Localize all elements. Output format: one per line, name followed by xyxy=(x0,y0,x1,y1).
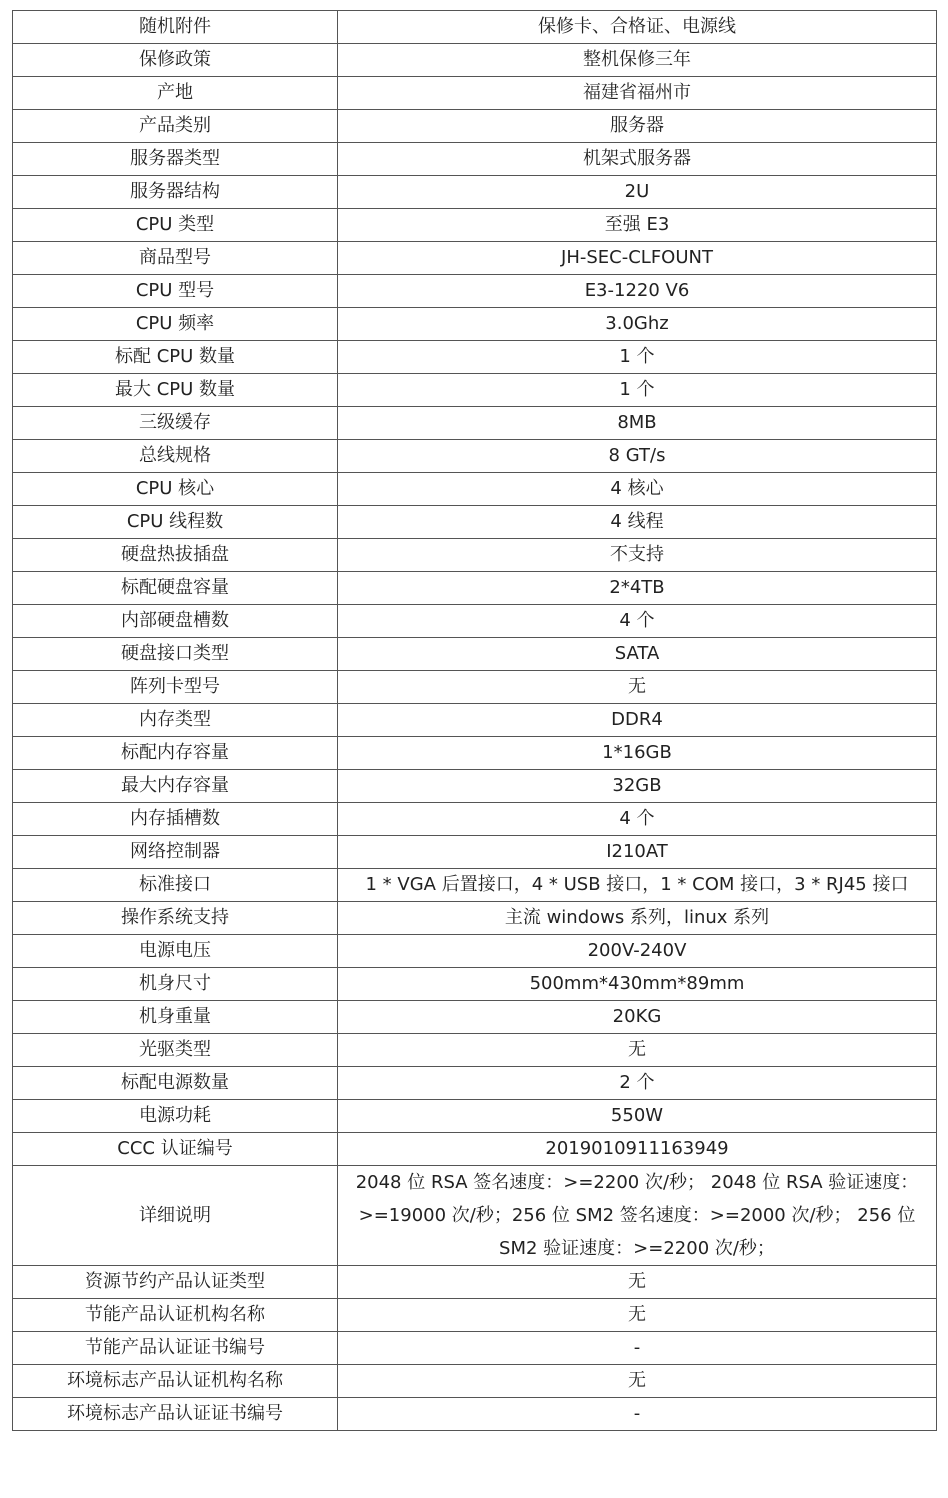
row-value: 3.0Ghz xyxy=(338,308,937,341)
table-row xyxy=(13,671,937,704)
row-value: 至强 E3 xyxy=(338,209,937,242)
row-value: - xyxy=(338,1332,937,1365)
row-value: 200V-240V xyxy=(338,935,937,968)
row-label: 保修政策 xyxy=(13,44,338,77)
row-label: 环境标志产品认证证书编号 xyxy=(13,1398,338,1431)
row-value: 4 核心 xyxy=(338,473,937,506)
table-row xyxy=(13,638,937,671)
row-value: - xyxy=(338,1398,937,1431)
table-row xyxy=(13,176,937,209)
row-value: 4 线程 xyxy=(338,506,937,539)
row-value: E3-1220 V6 xyxy=(338,275,937,308)
row-value: 2019010911163949 xyxy=(338,1133,937,1166)
row-label: 操作系统支持 xyxy=(13,902,338,935)
table-row xyxy=(13,407,937,440)
table-row xyxy=(13,572,937,605)
table-row xyxy=(13,1398,937,1431)
row-label: 节能产品认证机构名称 xyxy=(13,1299,338,1332)
row-value: 整机保修三年 xyxy=(338,44,937,77)
row-label: 硬盘接口类型 xyxy=(13,638,338,671)
row-label: 服务器结构 xyxy=(13,176,338,209)
row-value: 2*4TB xyxy=(338,572,937,605)
spec-table xyxy=(12,10,937,1431)
row-value: 550W xyxy=(338,1100,937,1133)
table-row xyxy=(13,1034,937,1067)
row-value: 32GB xyxy=(338,770,937,803)
table-row xyxy=(13,11,937,44)
row-value: 1 * VGA 后置接口，4 * USB 接口，1 * COM 接口，3 * RJ45 接口 xyxy=(338,869,937,902)
row-label: 最大内存容量 xyxy=(13,770,338,803)
row-label: 产品类别 xyxy=(13,110,338,143)
row-label: CPU 核心 xyxy=(13,473,338,506)
row-value: 福建省福州市 xyxy=(338,77,937,110)
row-label: 机身尺寸 xyxy=(13,968,338,1001)
table-row xyxy=(13,143,937,176)
row-value: 无 xyxy=(338,1299,937,1332)
table-row xyxy=(13,1365,937,1398)
row-value: 无 xyxy=(338,1266,937,1299)
row-value: SATA xyxy=(338,638,937,671)
row-value: 8 GT/s xyxy=(338,440,937,473)
row-label: 阵列卡型号 xyxy=(13,671,338,704)
row-label: 随机附件 xyxy=(13,11,338,44)
row-label: 资源节约产品认证类型 xyxy=(13,1266,338,1299)
row-value: 2U xyxy=(338,176,937,209)
table-row xyxy=(13,1001,937,1034)
row-value: 不支持 xyxy=(338,539,937,572)
row-label: 总线规格 xyxy=(13,440,338,473)
row-value: DDR4 xyxy=(338,704,937,737)
row-value: 无 xyxy=(338,1034,937,1067)
row-label: 电源功耗 xyxy=(13,1100,338,1133)
row-label: 内存类型 xyxy=(13,704,338,737)
row-value: I210AT xyxy=(338,836,937,869)
row-label: 网络控制器 xyxy=(13,836,338,869)
row-value: 主流 windows 系列，linux 系列 xyxy=(338,902,937,935)
table-row xyxy=(13,968,937,1001)
table-row xyxy=(13,902,937,935)
row-label: 最大 CPU 数量 xyxy=(13,374,338,407)
row-value: 1 个 xyxy=(338,341,937,374)
table-row xyxy=(13,605,937,638)
table-row xyxy=(13,1133,937,1166)
row-label: 服务器类型 xyxy=(13,143,338,176)
row-label: 硬盘热拔插盘 xyxy=(13,539,338,572)
table-row xyxy=(13,1332,937,1365)
row-label: 商品型号 xyxy=(13,242,338,275)
row-label: 标准接口 xyxy=(13,869,338,902)
table-row xyxy=(13,1100,937,1133)
table-row xyxy=(13,704,937,737)
table-row xyxy=(13,473,937,506)
table-row xyxy=(13,1166,937,1266)
row-label: 标配 CPU 数量 xyxy=(13,341,338,374)
row-value: 20KG xyxy=(338,1001,937,1034)
row-label: 标配硬盘容量 xyxy=(13,572,338,605)
row-label: CPU 型号 xyxy=(13,275,338,308)
table-row xyxy=(13,737,937,770)
table-row xyxy=(13,539,937,572)
table-row xyxy=(13,341,937,374)
row-label: 标配电源数量 xyxy=(13,1067,338,1100)
table-row xyxy=(13,110,937,143)
row-label: 节能产品认证证书编号 xyxy=(13,1332,338,1365)
row-label: CCC 认证编号 xyxy=(13,1133,338,1166)
row-label: 机身重量 xyxy=(13,1001,338,1034)
row-value: 2048 位 RSA 签名速度：>=2200 次/秒； 2048 位 RSA 验证速度：>=19000 次/秒；256 位 SM2 签名速度：>=2000 次/秒； 256 位 SM2 验证速度：>=2200 次/秒； xyxy=(338,1166,937,1266)
row-value: 保修卡、合格证、电源线 xyxy=(338,11,937,44)
row-value: 1*16GB xyxy=(338,737,937,770)
table-row xyxy=(13,935,937,968)
row-value: 机架式服务器 xyxy=(338,143,937,176)
row-value: 无 xyxy=(338,1365,937,1398)
row-value: 4 个 xyxy=(338,803,937,836)
table-row xyxy=(13,308,937,341)
table-row xyxy=(13,242,937,275)
table-row xyxy=(13,1299,937,1332)
row-value: 4 个 xyxy=(338,605,937,638)
table-row xyxy=(13,77,937,110)
table-row xyxy=(13,374,937,407)
row-value: 2 个 xyxy=(338,1067,937,1100)
table-row xyxy=(13,440,937,473)
row-value: JH-SEC-CLFOUNT xyxy=(338,242,937,275)
table-row xyxy=(13,770,937,803)
row-label: 光驱类型 xyxy=(13,1034,338,1067)
table-row xyxy=(13,836,937,869)
row-value: 8MB xyxy=(338,407,937,440)
row-value: 500mm*430mm*89mm xyxy=(338,968,937,1001)
row-label: 内存插槽数 xyxy=(13,803,338,836)
row-label: 标配内存容量 xyxy=(13,737,338,770)
row-value: 1 个 xyxy=(338,374,937,407)
row-label: 环境标志产品认证机构名称 xyxy=(13,1365,338,1398)
row-label: 电源电压 xyxy=(13,935,338,968)
table-row xyxy=(13,1266,937,1299)
table-row xyxy=(13,275,937,308)
table-row xyxy=(13,506,937,539)
table-row xyxy=(13,44,937,77)
table-row xyxy=(13,1067,937,1100)
row-value: 无 xyxy=(338,671,937,704)
table-row xyxy=(13,803,937,836)
row-label: 内部硬盘槽数 xyxy=(13,605,338,638)
row-label: CPU 线程数 xyxy=(13,506,338,539)
table-row xyxy=(13,869,937,902)
row-label: 产地 xyxy=(13,77,338,110)
row-label: 三级缓存 xyxy=(13,407,338,440)
row-label: 详细说明 xyxy=(13,1166,338,1266)
row-value: 服务器 xyxy=(338,110,937,143)
row-label: CPU 频率 xyxy=(13,308,338,341)
table-row xyxy=(13,209,937,242)
row-label: CPU 类型 xyxy=(13,209,338,242)
